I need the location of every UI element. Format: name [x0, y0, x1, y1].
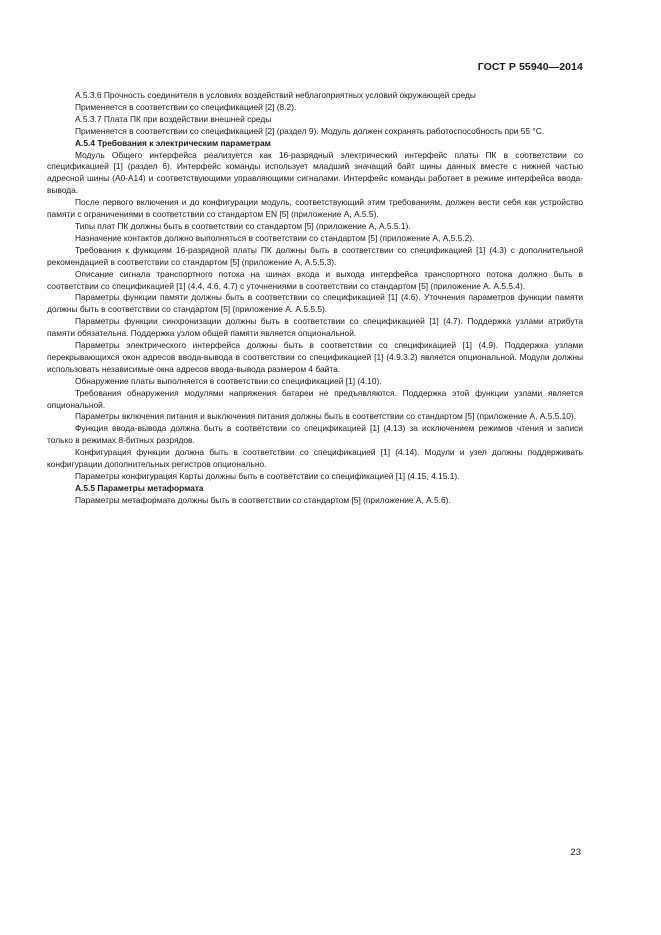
paragraph: Параметры электрического интерфейса должны быть в соответствии со спецификацией [1] (4.9). Поддержка узлами перекрывающихся окон адресов ввода-вывода в соответствии со спецификацией [1] (4.9.3.2) является опциональной. Модули должны использовать независимые окна адресов ввода-вывода размером 4 байта. — [47, 340, 583, 374]
document-id: ГОСТ Р 55940—2014 — [477, 61, 583, 73]
paragraph: Параметры конфигурация Карты должны быть в соответствии со спецификацией [1] (4.15, 4.15.1). — [75, 471, 460, 481]
paragraph: Назначение контактов должно выполняться в соответствии со стандартом [5] (приложение А, А.5.5.2). — [75, 232, 475, 243]
paragraph: Функция ввода-вывода должна быть в соответствии со спецификацией [1] (4.13) за исключением режимов чтения и записи только в режимах 8-битных разрядов. — [47, 423, 583, 446]
document-body — [47, 90, 583, 507]
paragraph: Модуль Общего интерфейса реализуется как 16-разрядный электрический интерфейс платы ПК в соответствии со спецификацией [1] (раздел 6). Интерфейс команды использует младший значащий байт шины данных вместе с нижней частью адресной шины (А0-А14) и соответствующими управляющими сигналами. Интерфейс команды работает в режиме интерфейса ввода-вывода. — [47, 149, 583, 196]
paragraph: Требования к функциям 16-разрядной платы ПК должны быть в соответствии со спецификацией [1] (4.3) с дополнительной рекомендацией в соответствии со стандартом [5] (приложение А, А.5.5.3). — [47, 244, 583, 267]
paragraph: Применяется в соответствии со спецификацией [2] (раздел 9). Модуль должен сохранять работоспособность при 55 °С. — [75, 125, 545, 136]
paragraph: Описание сигнала транспортного потока на шинах входа и выхода интерфейса транспортного потока должно быть в соответствии со спецификацией [1] (4.4, 4.6, 4.7) с уточнениями в соответствии со стандартом [5] (приложение А. А.5.5.4). — [47, 268, 583, 291]
paragraph: Требования обнаружения модулями напряжения батареи не предъявляются. Поддержка этой функции узлами является опциональной. — [47, 387, 583, 410]
paragraph: Параметры включения питания и выключения питания должны быть в соответствии со стандартом [5] (приложение А, А.5.5.10). — [75, 411, 577, 422]
paragraph: Параметры метаформата должны быть в соответствии со стандартом [5] (приложение А, А.5.6). — [75, 494, 451, 505]
paragraph: Параметры функции синхронизации должны быть в соответствии со спецификацией [1] (4.7). Поддержка узлами атрибута памяти обязательна. Поддержка узлом общей памяти является опциональной. — [47, 316, 583, 339]
paragraph: После первого включения и до конфигурации модуль, соответствующий этим требованиям, должен вести себя как устройство памяти с ограничениями в соответствии со стандартом EN [5] (приложение А, А.5.5). — [47, 197, 583, 220]
subclause-title: А.5.3.6 Прочность соединителя в условиях воздействий неблагоприятных условий окружающей среды — [75, 90, 476, 100]
subclause-title: А.5.3.7 Плата ПК при воздействии внешней среды — [75, 113, 272, 124]
section-heading: А.5.5 Параметры метаформата — [75, 482, 204, 493]
paragraph: Типы плат ПК должны быть в соответствии со стандартом [5] (приложение А, А.5.5.1). — [75, 220, 411, 231]
paragraph: Конфигурация функции должна быть в соответствии со спецификацией [1] (4.14). Модули и узел должны поддерживать конфигурации дополнительных регистров опционально. — [47, 447, 583, 470]
paragraph: Параметры функции памяти должны быть в соответствии со спецификацией [1] (4.6). Уточнения параметров функции памяти должны быть в соответствии со стандартом [5] (приложение А. А.5.5.5). — [47, 292, 583, 315]
paragraph: Применяется в соответствии со спецификацией [2] (8.2). — [75, 101, 297, 112]
paragraph: Обнаружение платы выполняется в соответствии со спецификацией [1] (4.10). — [75, 375, 382, 386]
section-heading: А.5.4 Требования к электрическим параметрам — [75, 137, 271, 148]
page-number: 23 — [570, 847, 581, 858]
